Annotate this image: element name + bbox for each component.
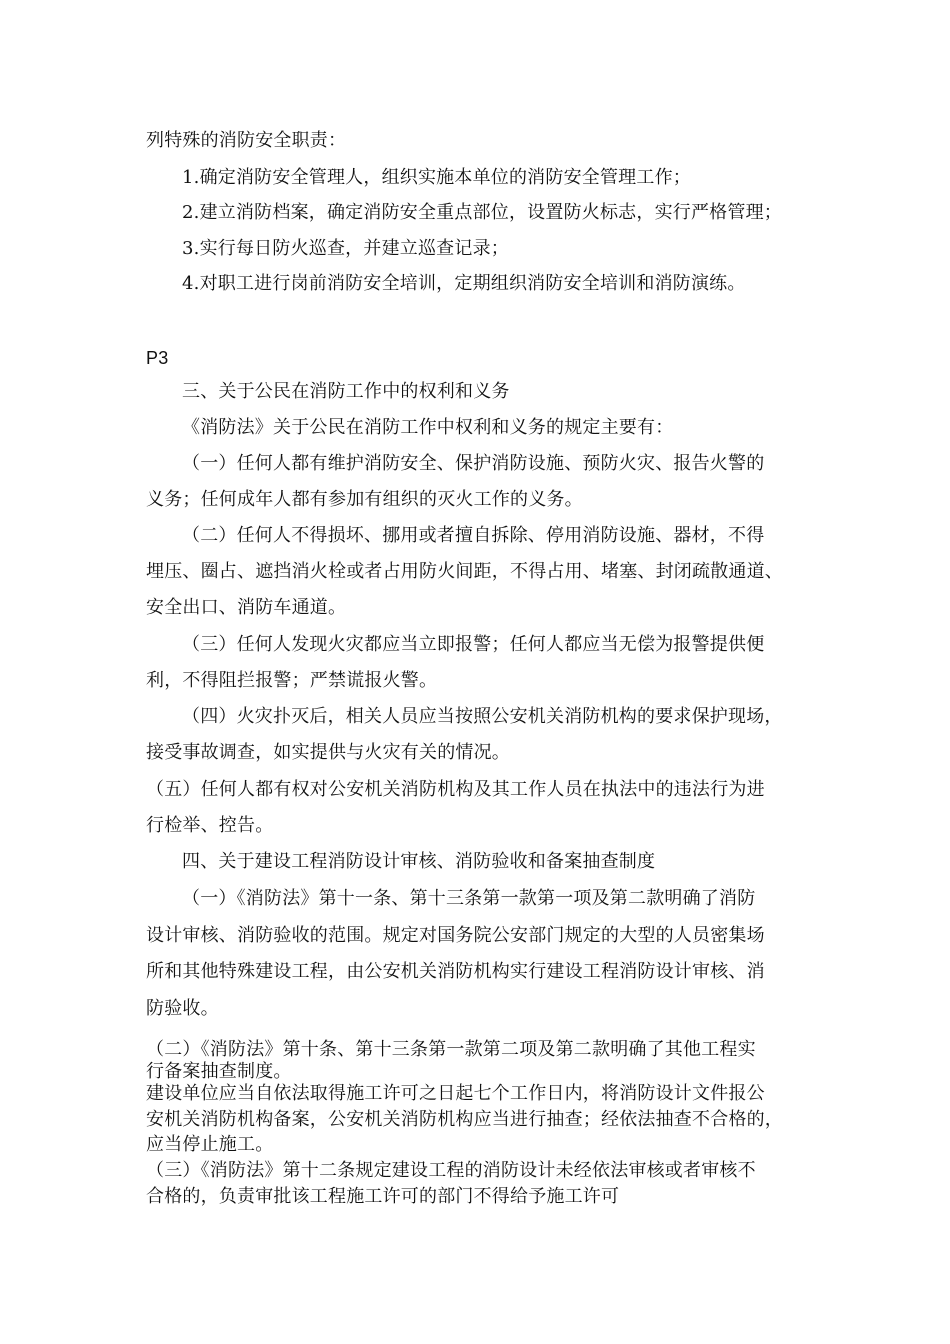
paragraph-line: 《消防法》关于公民在消防工作中权利和义务的规定主要有： [182, 417, 674, 438]
paragraph-line: 应当停止施工。 [146, 1134, 274, 1155]
paragraph-line: （三）《消防法》第十二条规定建设工程的消防设计未经依法审核或者审核不 [146, 1160, 756, 1181]
paragraph-line: （四）火灾扑灭后，相关人员应当按照公安机关消防机构的要求保护现场， [182, 706, 783, 727]
list-item-2: 2.建立消防档案，确定消防安全重点部位，设置防火标志，实行严格管理； [182, 202, 782, 223]
section-heading-3: 三、关于公民在消防工作中的权利和义务 [182, 381, 510, 402]
paragraph-line: （五）任何人都有权对公安机关消防机构及其工作人员在执法中的违法行为进 [146, 779, 765, 800]
list-item-1: 1.确定消防安全管理人，组织实施本单位的消防安全管理工作； [182, 167, 691, 188]
section-heading-4: 四、关于建设工程消防设计审核、消防验收和备案抽查制度 [182, 851, 656, 872]
paragraph-line: 安机关消防机构备案，公安机关消防机构应当进行抽查；经依法抽查不合格的， [146, 1109, 783, 1130]
paragraph-line: （三）任何人发现火灾都应当立即报警；任何人都应当无偿为报警提供便 [182, 634, 765, 655]
paragraph-line: 义务；任何成年人都有参加有组织的灭火工作的义务。 [146, 489, 583, 510]
paragraph-line: 合格的，负责审批该工程施工许可的部门不得给予施工许可 [146, 1186, 620, 1207]
list-item-4: 4.对职工进行岗前消防安全培训，定期组织消防安全培训和消防演练。 [182, 273, 746, 294]
paragraph-line: 行检举、控告。 [146, 815, 274, 836]
paragraph-line: （一）《消防法》第十一条、第十三条第一款第一项及第二款明确了消防 [182, 888, 756, 909]
paragraph-line: 防验收。 [146, 998, 219, 1019]
list-item-3: 3.实行每日防火巡查，并建立巡查记录； [182, 238, 509, 259]
paragraph-line: 安全出口、消防车通道。 [146, 597, 347, 618]
paragraph-line: 利，不得阻拦报警；严禁谎报火警。 [146, 670, 438, 691]
paragraph-line: （二）《消防法》第十条、第十三条第一款第二项及第二款明确了其他工程实 [146, 1039, 756, 1060]
page-marker: P3 [146, 348, 169, 368]
paragraph-line: 建设单位应当自依法取得施工许可之日起七个工作日内，将消防设计文件报公 [146, 1083, 765, 1104]
paragraph-line: 设计审核、消防验收的范围。规定对国务院公安部门规定的大型的人员密集场 [146, 925, 765, 946]
paragraph-line: （一）任何人都有维护消防安全、保护消防设施、预防火灾、报告火警的 [182, 453, 765, 474]
paragraph-line: 所和其他特殊建设工程，由公安机关消防机构实行建设工程消防设计审核、消 [146, 961, 765, 982]
text-line-1: 列特殊的消防安全职责： [146, 130, 347, 151]
paragraph-line: 接受事故调查，如实提供与火灾有关的情况。 [146, 742, 510, 763]
paragraph-line: 埋压、圈占、遮挡消火栓或者占用防火间距，不得占用、堵塞、封闭疏散通道、 [146, 561, 783, 582]
paragraph-line: 行备案抽查制度。 [146, 1061, 292, 1082]
paragraph-line: （二）任何人不得损坏、挪用或者擅自拆除、停用消防设施、器材，不得 [182, 525, 765, 546]
